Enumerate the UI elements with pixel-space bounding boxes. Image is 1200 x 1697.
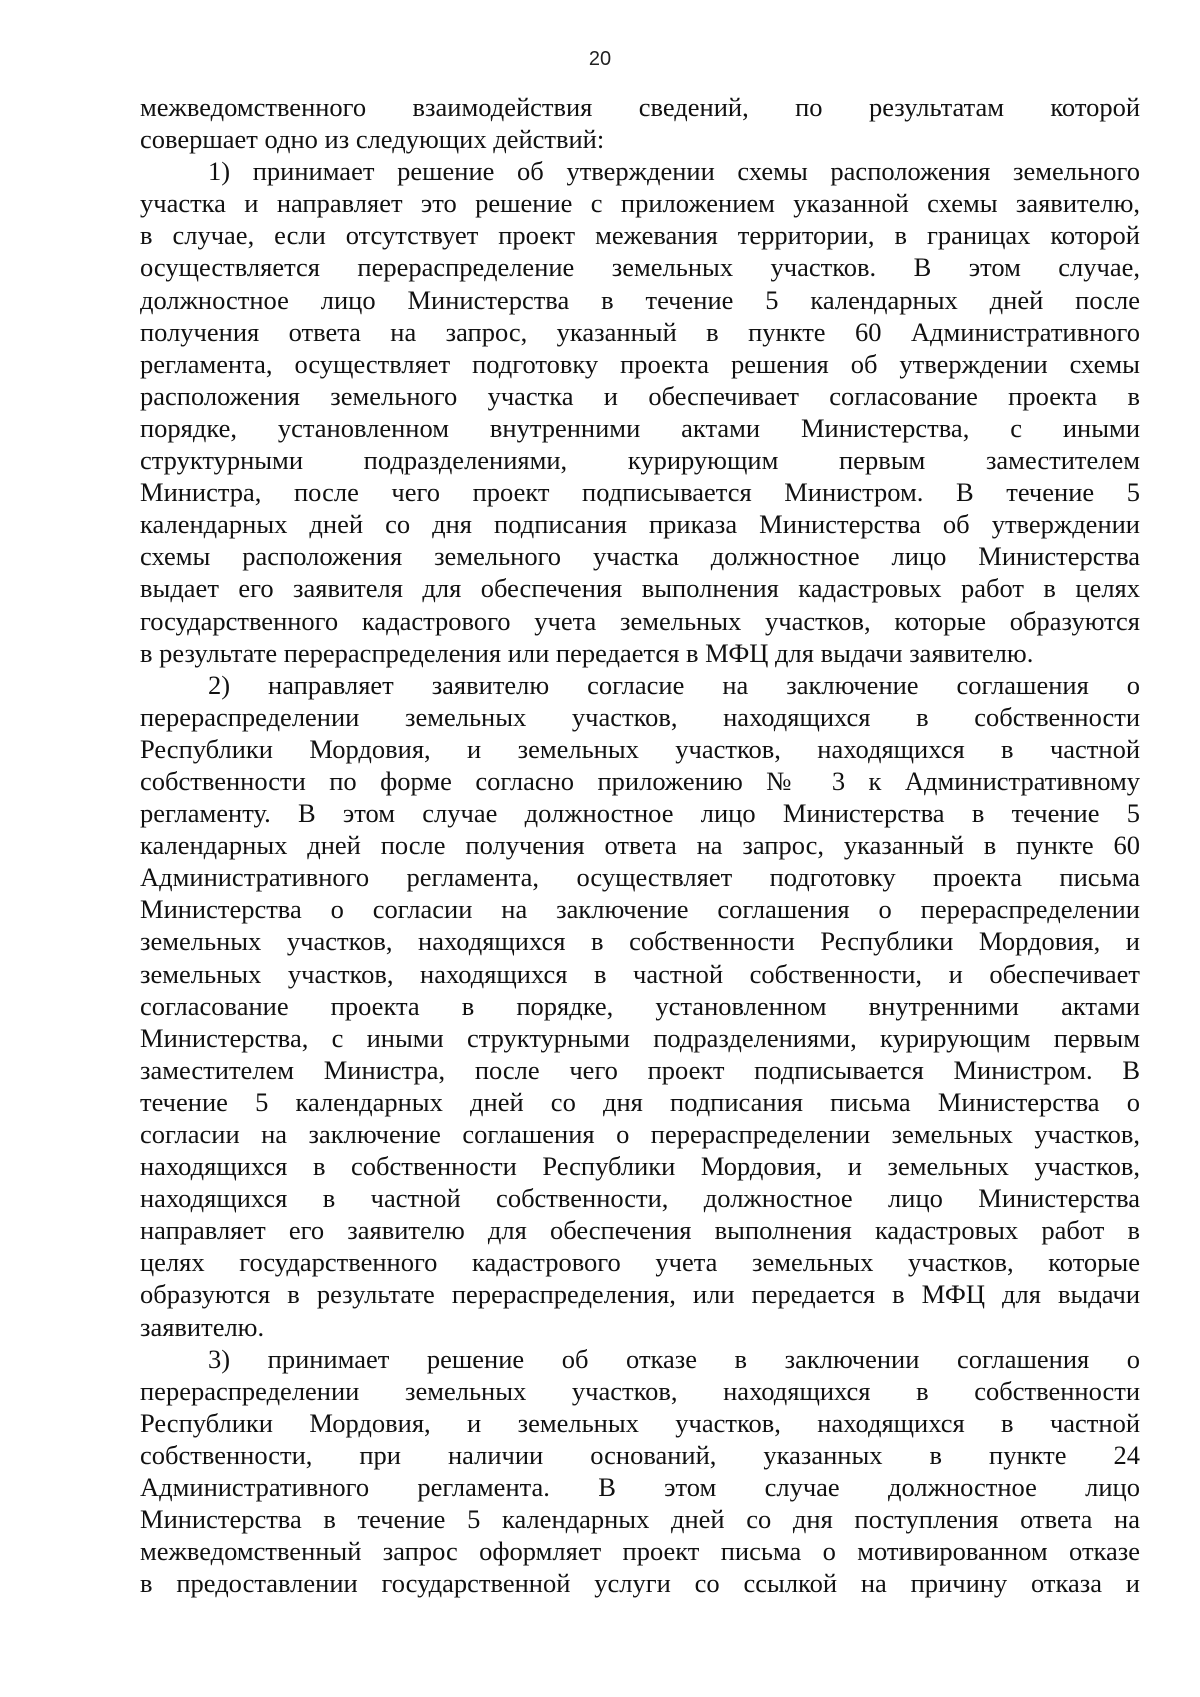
text-line: календарных дней после получения ответа на запрос, указанный в пункте 60: [140, 830, 1140, 861]
text-line: перераспределении земельных участков, находящихся в собственности: [140, 1375, 1140, 1406]
paragraph-3-start: 3) принимает решение об отказе в заключении соглашения о: [208, 1343, 1140, 1374]
text-line: находящихся в частной собственности, должностное лицо Министерства: [140, 1183, 1140, 1214]
text-line: регламенту. В этом случае должностное лицо Министерства в течение 5: [140, 798, 1140, 829]
text-line: должностное лицо Министерства в течение 5 календарных дней после: [140, 284, 1140, 315]
text-line: Административного регламента. В этом случае должностное лицо: [140, 1472, 1140, 1503]
text-line: земельных участков, находящихся в частной собственности, и обеспечивает: [140, 958, 1140, 989]
text-line: Министра, после чего проект подписывается Министром. В течение 5: [140, 477, 1140, 508]
text-line: собственности, при наличии оснований, указанных в пункте 24: [140, 1439, 1140, 1470]
text-line: Административного регламента, осуществляет подготовку проекта письма: [140, 862, 1140, 893]
text-line: получения ответа на запрос, указанный в пункте 60 Административного: [140, 316, 1140, 347]
text-line: межведомственный запрос оформляет проект письма о мотивированном отказе: [140, 1536, 1140, 1567]
text-line: заместителем Министра, после чего проект подписывается Министром. В: [140, 1054, 1140, 1085]
text-line: структурными подразделениями, курирующим первым заместителем: [140, 445, 1140, 476]
text-line: в результате перераспределения или передается в МФЦ для выдачи заявителю.: [140, 637, 1034, 668]
text-line: расположения земельного участка и обеспечивает согласование проекта в: [140, 380, 1140, 411]
text-line: Министерства, с иными структурными подразделениями, курирующим первым: [140, 1022, 1140, 1053]
text-line: Республики Мордовия, и земельных участков, находящихся в частной: [140, 1407, 1140, 1438]
text-line: Министерства о согласии на заключение соглашения о перераспределении: [140, 894, 1140, 925]
text-line: Республики Мордовия, и земельных участков, находящихся в частной: [140, 733, 1140, 764]
page-number: 20: [588, 48, 612, 70]
text-line: находящихся в собственности Республики Мордовия, и земельных участков,: [140, 1151, 1140, 1182]
text-line: образуются в результате перераспределения, или передается в МФЦ для выдачи: [140, 1279, 1140, 1310]
text-line: участка и направляет это решение с приложением указанной схемы заявителю,: [140, 188, 1140, 219]
text-line: совершает одно из следующих действий:: [140, 124, 605, 155]
text-line: осуществляется перераспределение земельных участков. В этом случае,: [140, 252, 1140, 283]
text-line: государственного кадастрового учета земельных участков, которые образуются: [140, 605, 1140, 636]
text-line: направляет его заявителю для обеспечения выполнения кадастровых работ в: [140, 1215, 1140, 1246]
text-line: регламента, осуществляет подготовку проекта решения об утверждении схемы: [140, 348, 1140, 379]
text-line: в случае, если отсутствует проект межевания территории, в границах которой: [140, 220, 1140, 251]
document-body: [140, 91, 1140, 1599]
text-line: календарных дней со дня подписания приказа Министерства об утверждении: [140, 509, 1140, 540]
text-line: земельных участков, находящихся в собственности Республики Мордовия, и: [140, 926, 1140, 957]
text-line: Министерства в течение 5 календарных дней со дня поступления ответа на: [140, 1504, 1140, 1535]
text-line: межведомственного взаимодействия сведений, по результатам которой: [140, 92, 1140, 122]
paragraph-1-start: 1) принимает решение об утверждении схемы расположения земельного: [208, 156, 1140, 187]
text-line: в предоставлении государственной услуги со ссылкой на причину отказа и: [140, 1568, 1140, 1599]
text-line: целях государственного кадастрового учета земельных участков, которые: [140, 1247, 1140, 1278]
text-line: согласии на заключение соглашения о перераспределении земельных участков,: [140, 1119, 1140, 1149]
text-line: порядке, установленном внутренними актами Министерства, с иными: [140, 412, 1140, 443]
text-line: течение 5 календарных дней со дня подписания письма Министерства о: [140, 1086, 1140, 1117]
text-line: заявителю.: [140, 1311, 265, 1342]
text-line: схемы расположения земельного участка должностное лицо Министерства: [140, 541, 1140, 572]
paragraph-2-start: 2) направляет заявителю согласие на заключение соглашения о: [208, 669, 1140, 700]
text-line: собственности по форме согласно приложению № 3 к Административному: [140, 765, 1140, 796]
text-line: перераспределении земельных участков, находящихся в собственности: [140, 701, 1140, 732]
text-line: согласование проекта в порядке, установленном внутренними актами: [140, 990, 1140, 1021]
text-line: выдает его заявителя для обеспечения выполнения кадастровых работ в целях: [140, 573, 1140, 604]
